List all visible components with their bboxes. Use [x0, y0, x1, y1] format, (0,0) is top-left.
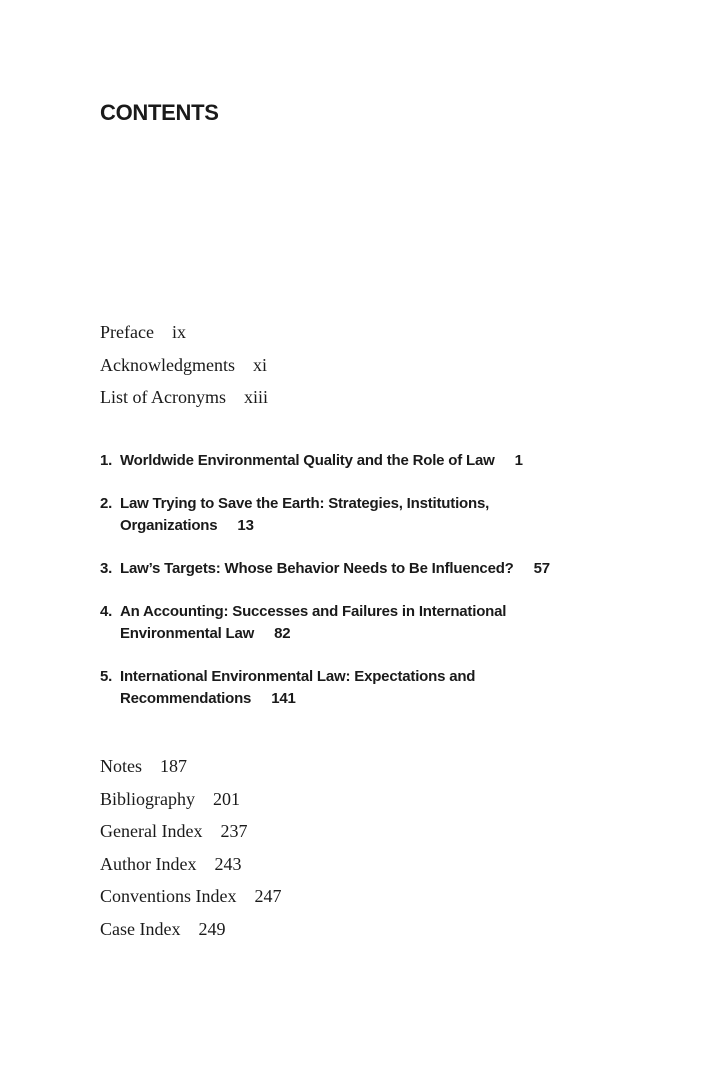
chapter-page: 82 [274, 625, 291, 642]
toc-entry-page: ix [171, 322, 186, 342]
toc-entry-title: Conventions Index [100, 886, 237, 906]
chapter-title: Law’s Targets: Whose Behavior Needs to Be Influenced? [120, 560, 514, 577]
chapter-entry-2[interactable] [100, 493, 600, 537]
chapter-page: 57 [533, 560, 550, 577]
toc-entry-title: Notes [100, 756, 142, 776]
chapter-entry-3[interactable] [100, 558, 600, 580]
toc-entry-page: 247 [254, 886, 282, 906]
chapter-title: An Accounting: Successes and Failures in International Environmental Law [120, 603, 507, 642]
toc-entry-page: 249 [198, 918, 226, 939]
toc-entry-title: Preface [100, 322, 154, 342]
chapter-number: 5. [100, 668, 113, 685]
front-matter-list [100, 316, 268, 414]
toc-entry-author-index[interactable] [100, 848, 282, 881]
toc-entry-page: 187 [160, 756, 187, 776]
chapter-entry-1[interactable] [100, 450, 600, 472]
toc-entry-title: List of Acronyms [100, 387, 226, 407]
chapter-entry-5[interactable] [100, 666, 600, 710]
chapter-list [100, 450, 600, 731]
toc-entry-list-of-acronyms[interactable] [100, 381, 268, 414]
chapter-number: 3. [100, 560, 113, 577]
chapter-title: Worldwide Environmental Quality and the Role of Law [120, 452, 495, 469]
toc-entry-title: General Index [100, 821, 203, 841]
toc-entry-notes[interactable] [100, 750, 282, 783]
toc-entry-bibliography[interactable] [100, 783, 282, 816]
toc-entry-title: Acknowledgments [100, 354, 235, 375]
back-matter-list [100, 750, 282, 945]
toc-entry-general-index[interactable] [100, 815, 282, 848]
toc-entry-title: Author Index [100, 853, 197, 874]
chapter-title: Law Trying to Save the Earth: Strategies, Institutions, Organizations [120, 495, 490, 534]
toc-entry-preface[interactable] [100, 316, 268, 349]
toc-entry-page: 237 [220, 821, 248, 841]
chapter-number: 1. [100, 452, 113, 469]
chapter-entry-4[interactable] [100, 601, 600, 645]
toc-entry-page: xiii [244, 387, 269, 407]
chapter-page: 13 [237, 517, 254, 534]
toc-entry-title: Bibliography [100, 788, 195, 809]
toc-entry-title: Case Index [100, 918, 181, 939]
toc-entry-page: 201 [213, 788, 240, 809]
chapter-number: 4. [100, 603, 113, 620]
chapter-page: 141 [271, 690, 296, 707]
chapter-title: International Environmental Law: Expectations and Recommendations [120, 668, 476, 707]
toc-entry-page: 243 [214, 853, 242, 874]
toc-entry-acknowledgments[interactable] [100, 349, 268, 382]
chapter-number: 2. [100, 495, 113, 512]
toc-entry-page: xi [252, 354, 267, 375]
page-title: CONTENTS [100, 100, 219, 125]
toc-entry-case-index[interactable] [100, 913, 282, 946]
chapter-page: 1 [514, 452, 523, 469]
toc-entry-conventions-index[interactable] [100, 880, 282, 913]
